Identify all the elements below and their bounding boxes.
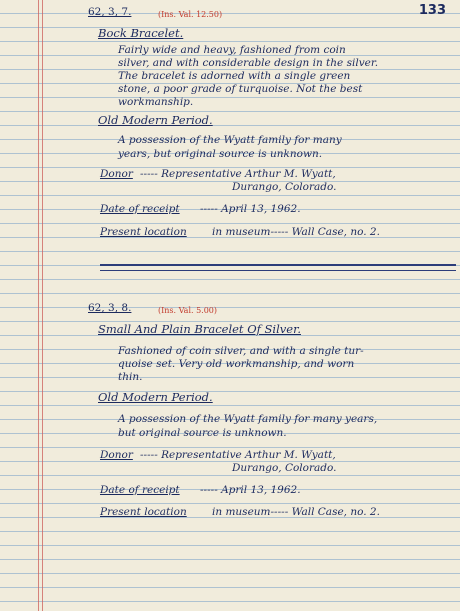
location-label: Present location	[100, 506, 187, 518]
provenance-line: but original source is unknown.	[118, 427, 287, 439]
catalog-number: 62, 3, 8.	[88, 302, 132, 314]
donor-label: Donor	[100, 168, 133, 180]
divider-line	[100, 270, 456, 271]
description-line: Fairly wide and heavy, fashioned from coin	[118, 44, 346, 56]
divider-line	[100, 264, 456, 266]
donor-city: Durango, Colorado.	[232, 181, 337, 193]
location-label: Present location	[100, 226, 187, 238]
description-line: Fashioned of coin silver, and with a single tur-	[118, 345, 364, 357]
receipt-label: Date of receipt	[100, 203, 180, 215]
item-title: Bock Bracelet.	[98, 26, 184, 40]
provenance-line: A possession of the Wyatt family for many	[118, 134, 342, 146]
donor: ----- Representative Arthur M. Wyatt,	[140, 449, 336, 461]
description-line: quoise set. Very old workmanship, and worn	[118, 358, 355, 370]
page-number: 133	[418, 3, 446, 18]
provenance-line: years, but original source is unknown.	[118, 148, 323, 160]
donor-city: Durango, Colorado.	[232, 462, 337, 474]
description-line: thin.	[118, 371, 143, 383]
period: Old Modern Period.	[98, 113, 213, 127]
description-line: workmanship.	[118, 96, 194, 108]
donor-label: Donor	[100, 449, 133, 461]
receipt-date: ----- April 13, 1962.	[200, 484, 301, 496]
insurance-value: (Ins. Val. 12.50)	[158, 10, 223, 19]
period: Old Modern Period.	[98, 390, 213, 404]
description-line: stone, a poor grade of turquoise. Not the best	[118, 83, 363, 95]
insurance-value: (Ins. Val. 5.00)	[158, 306, 218, 315]
receipt-label: Date of receipt	[100, 484, 180, 496]
location: in museum----- Wall Case, no. 2.	[212, 506, 380, 518]
provenance-line: A possession of the Wyatt family for many years,	[118, 413, 378, 425]
description-line: silver, and with considerable design in the silver.	[118, 57, 379, 69]
location: in museum----- Wall Case, no. 2.	[212, 226, 380, 238]
description-line: The bracelet is adorned with a single green	[118, 70, 351, 82]
donor: ----- Representative Arthur M. Wyatt,	[140, 168, 336, 180]
receipt-date: ----- April 13, 1962.	[200, 203, 301, 215]
item-title: Small And Plain Bracelet Of Silver.	[98, 322, 301, 336]
catalog-number: 62, 3, 7.	[88, 6, 132, 18]
